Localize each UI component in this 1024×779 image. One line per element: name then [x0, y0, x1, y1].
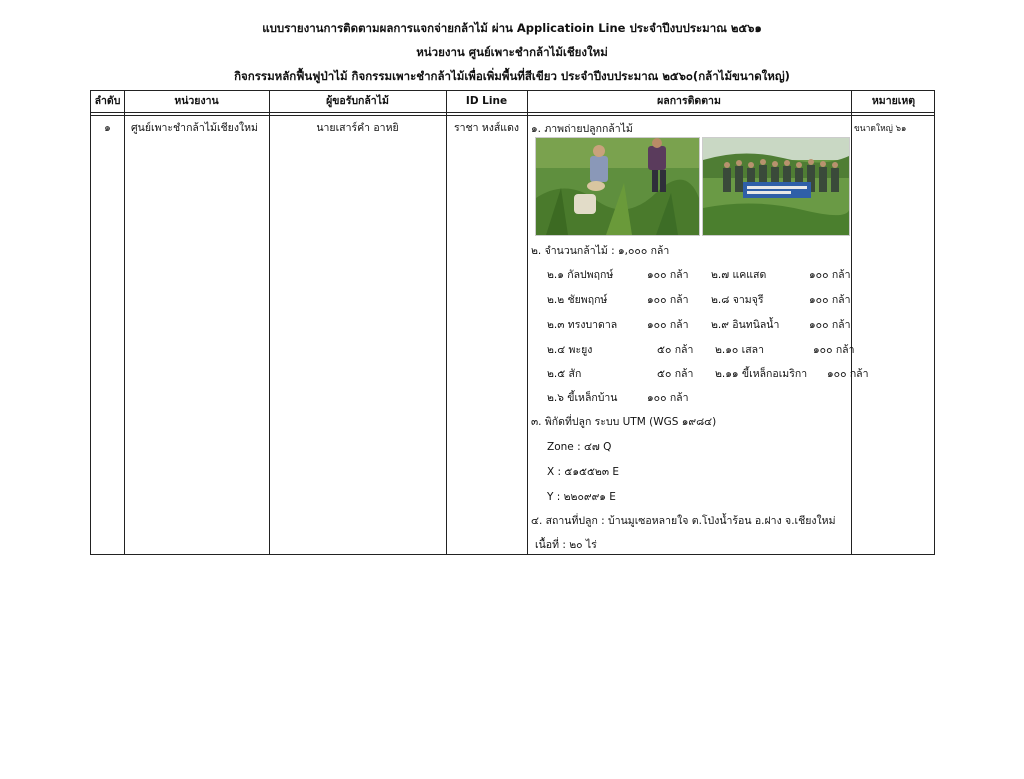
planting-photo-1: [535, 137, 700, 236]
species-qty: ๑๐๐ กล้า: [809, 319, 851, 331]
th-agency: หน่วยงาน: [174, 95, 219, 107]
species-name: ๒.๑๑ ขี้เหล็กอเมริกา: [715, 368, 808, 380]
col-divider: [527, 91, 528, 554]
species-qty: ๑๐๐ กล้า: [647, 269, 689, 281]
planting-area: เนื้อที่ : ๒๐ ไร่: [535, 539, 597, 551]
th-no: ลำดับ: [94, 95, 121, 107]
th-line-id: ID Line: [465, 95, 508, 107]
species-qty: ๕๐ กล้า: [657, 344, 694, 356]
species-name: ๒.๙ อินทนิลน้ำ: [711, 319, 780, 331]
seedling-total: ๒. จำนวนกล้าไม้ : ๑,๐๐๐ กล้า: [531, 245, 670, 257]
coords-heading: ๓. พิกัดที่ปลูก ระบบ UTM (WGS ๑๙๘๔): [531, 416, 717, 428]
species-qty: ๑๐๐ กล้า: [647, 392, 689, 404]
col-divider: [269, 91, 270, 554]
species-qty: ๑๐๐ กล้า: [809, 294, 851, 306]
col-divider: [446, 91, 447, 554]
header-divider: [91, 112, 934, 113]
cell-line-id: ราชา หงส์แดง: [453, 122, 520, 134]
header-divider: [91, 115, 934, 116]
planting-location: ๔. สถานที่ปลูก : บ้านมูเซอหลายใจ ต.โป่งน้ำร้อน อ.ฝาง จ.เชียงใหม่: [531, 515, 836, 527]
report-activity: กิจกรรมหลักฟื้นฟูป่าไม้ กิจกรรมเพาะชำกล้าไม้เพื่อเพิ่มพื้นที่สีเขียว ประจำปีงบประมาณ ๒๕๖๐(กล้าไม้ขนาดใหญ่): [234, 69, 790, 83]
species-name: ๒.๗ แคแสด: [711, 269, 767, 281]
species-qty: ๑๐๐ กล้า: [813, 344, 855, 356]
th-result: ผลการติดตาม: [657, 95, 721, 107]
report-unit: หน่วยงาน ศูนย์เพาะชำกล้าไม้เชียงใหม่: [416, 45, 608, 59]
species-qty: ๑๐๐ กล้า: [809, 269, 851, 281]
th-recipient: ผู้ขอรับกล้าไม้: [326, 95, 389, 107]
planting-photo-2: [702, 137, 850, 236]
species-name: ๒.๘ จามจุรี: [711, 294, 764, 306]
species-qty: ๕๐ กล้า: [657, 368, 694, 380]
report-title: แบบรายงานการติดตามผลการแจกจ่ายกล้าไม้ ผ่าน Applicatioin Line ประจำปีงบประมาณ ๒๕๖๑: [262, 21, 762, 35]
cell-recipient: นายเสาร์คำ อาหยิ: [316, 122, 399, 134]
photo-heading: ๑. ภาพถ่ายปลูกกล้าไม้: [531, 123, 633, 135]
species-name: ๒.๔ พะยูง: [547, 344, 593, 356]
species-name: ๒.๕ สัก: [547, 368, 582, 380]
cell-remark: ขนาดใหญ่ ๖๑: [854, 124, 907, 134]
col-divider: [124, 91, 125, 554]
th-remark: หมายเหตุ: [871, 95, 916, 107]
utm-zone: Zone : ๔๗ Q: [547, 441, 612, 453]
utm-x: X : ๕๑๕๕๒๓ E: [547, 466, 619, 478]
species-qty: ๑๐๐ กล้า: [647, 319, 689, 331]
species-qty: ๑๐๐ กล้า: [827, 368, 869, 380]
col-divider: [851, 91, 852, 554]
species-name: ๒.๖ ขี้เหล็กบ้าน: [547, 392, 618, 404]
cell-no: ๑: [104, 122, 111, 134]
species-name: ๒.๑๐ เสลา: [715, 344, 764, 356]
species-name: ๒.๓ ทรงบาดาล: [547, 319, 618, 331]
species-qty: ๑๐๐ กล้า: [647, 294, 689, 306]
species-name: ๒.๒ ชัยพฤกษ์: [547, 294, 608, 306]
utm-y: Y : ๒๒๐๙๙๑ E: [547, 491, 616, 503]
cell-agency: ศูนย์เพาะชำกล้าไม้เชียงใหม่: [131, 122, 258, 134]
report-table: [90, 90, 935, 555]
species-name: ๒.๑ กัลปพฤกษ์: [547, 269, 614, 281]
